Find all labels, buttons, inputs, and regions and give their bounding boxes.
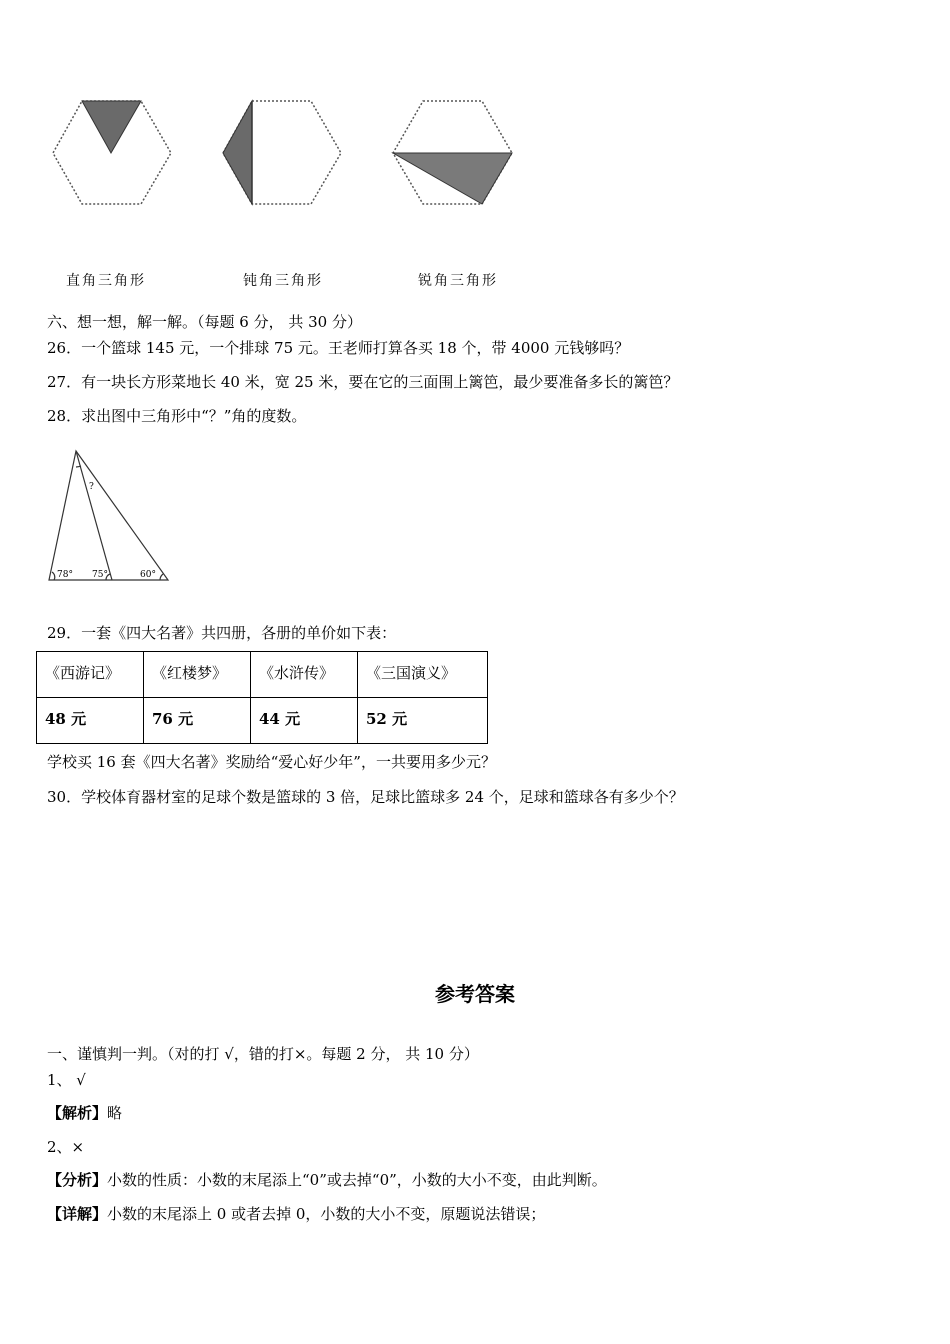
table-header-cell: 《三国演义》 (358, 652, 488, 698)
answer-2-xiangjie (47, 1203, 545, 1224)
caption-right-triangle: 直角三角形 (66, 273, 146, 289)
answer-2: 2、× (47, 1138, 85, 1156)
answer-2-fenxi (47, 1169, 607, 1190)
right-triangle-shaded (82, 101, 141, 153)
answers-section1-heading: 一、谨慎判一判。（对的打 √，错的打×。每题 2 分， 共 10 分） (47, 1045, 479, 1063)
fenxi-label: 【分析】 (47, 1171, 108, 1189)
triangle-figure (44, 446, 176, 586)
answers-title: 参考答案 (435, 982, 515, 1006)
section6-heading: 六、想一想，解一解。（每题 6 分， 共 30 分） (47, 313, 362, 331)
table-header-row (37, 652, 488, 698)
obtuse-triangle-shaded (223, 101, 252, 204)
caption-obtuse-triangle: 钝角三角形 (243, 273, 323, 289)
angle-60-label: 60° (140, 570, 156, 580)
xiangjie-text: 小数的末尾添上 0 或者去掉 0，小数的大小不变，原题说法错误； (107, 1205, 546, 1223)
question-26: 26．一个篮球 145 元，一个排球 75 元。王老师打算各买 18 个，带 4000 元钱够吗？ (47, 339, 630, 357)
table-cell: 48 元 (37, 698, 144, 744)
question-29-followup: 学校买 16 套《四大名著》奖励给“爱心好少年”，一共要用多少元？ (47, 753, 496, 771)
question-30: 30．学校体育器材室的足球个数是篮球的 3 倍，足球比篮球多 24 个，足球和篮球各有多少个？ (47, 788, 684, 806)
question-27: 27．有一块长方形菜地长 40 米，宽 25 米，要在它的三面围上篱笆，最少要准备多长的篱笆？ (47, 373, 679, 391)
fenxi-text: 小数的性质：小数的末尾添上“0”或去掉“0”，小数的大小不变，由此判断。 (107, 1171, 607, 1189)
table-header-cell: 《红楼梦》 (144, 652, 251, 698)
analysis-text: 略 (107, 1104, 123, 1122)
table-header-cell: 《水浒传》 (251, 652, 358, 698)
price-table (36, 651, 488, 744)
caption-acute-triangle: 锐角三角形 (418, 273, 498, 289)
answer-1: 1、 √ (47, 1071, 86, 1089)
angle-75-label: 75° (92, 570, 108, 580)
table-row (37, 698, 488, 744)
question-29: 29．一套《四大名著》共四册，各册的单价如下表： (47, 624, 397, 642)
xiangjie-label: 【详解】 (47, 1205, 108, 1223)
table-cell: 44 元 (251, 698, 358, 744)
table-cell: 52 元 (358, 698, 488, 744)
hexagon-figures (40, 90, 540, 220)
table-header-cell: 《西游记》 (37, 652, 144, 698)
analysis-label: 【解析】 (47, 1104, 108, 1122)
angle-78-label: 78° (57, 570, 73, 580)
question-28: 28．求出图中三角形中“？”角的度数。 (47, 407, 307, 425)
acute-triangle-shaded (393, 153, 512, 204)
table-cell: 76 元 (144, 698, 251, 744)
angle-question-label: ? (89, 482, 94, 492)
answer-1-analysis (47, 1102, 122, 1123)
